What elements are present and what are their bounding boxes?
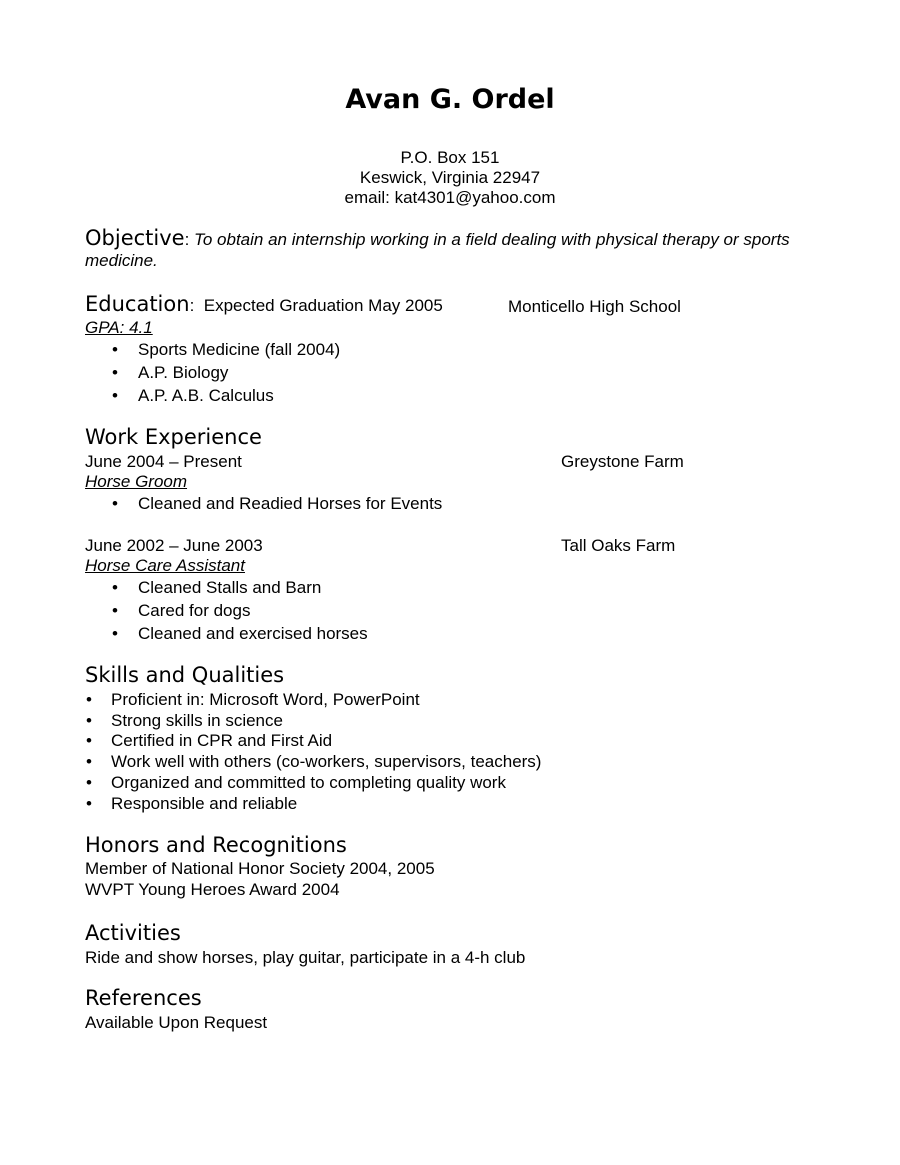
- job-title: Horse Care Assistant: [85, 556, 245, 575]
- job-title: Horse Groom: [85, 472, 188, 491]
- list-item: • Strong skills in science: [86, 711, 283, 730]
- school-name: Monticello High School: [508, 297, 681, 316]
- job-employer: Tall Oaks Farm: [561, 536, 676, 555]
- references-text: Available Upon Request: [85, 1013, 268, 1032]
- resume-name: Avan G. Ordel: [345, 84, 555, 115]
- work-heading: Work Experience: [85, 425, 262, 449]
- references-heading: References: [85, 986, 202, 1010]
- list-item: • Cleaned Stalls and Barn: [112, 578, 322, 597]
- list-item: • A.P. A.B. Calculus: [112, 386, 274, 405]
- list-item: • Cleaned and Readied Horses for Events: [112, 494, 443, 513]
- list-item: • Work well with others (co-workers, supervisors, teachers): [86, 752, 542, 771]
- address-line-1: P.O. Box 151: [400, 148, 500, 167]
- graduation-date: Expected Graduation May 2005: [203, 296, 443, 315]
- address-line-2: Keswick, Virginia 22947: [359, 168, 541, 187]
- activities-heading: Activities: [85, 921, 181, 945]
- honor-item: Member of National Honor Society 2004, 2005: [85, 859, 435, 878]
- list-item: • Proficient in: Microsoft Word, PowerPoint: [86, 690, 420, 709]
- list-item: • Cared for dogs: [112, 601, 251, 620]
- skills-heading: Skills and Qualities: [85, 663, 285, 687]
- objective-section: Objective: To obtain an internship working in a field dealing with physical therapy or sports medicine.: [85, 226, 790, 270]
- gpa: GPA: 4.1: [85, 318, 153, 337]
- activities-text: Ride and show horses, play guitar, participate in a 4-h club: [85, 948, 526, 967]
- list-item: • Responsible and reliable: [86, 794, 298, 813]
- job-dates: June 2004 – Present: [85, 452, 242, 471]
- job-employer: Greystone Farm: [561, 452, 684, 471]
- objective-text: To obtain an internship working in a field dealing with physical therapy or sports medicine.: [85, 230, 790, 270]
- email-line: email: kat4301@yahoo.com: [344, 188, 556, 207]
- objective-heading: Objective: [85, 226, 185, 250]
- job-dates: June 2002 – June 2003: [85, 536, 263, 555]
- education-heading-line: Education: Expected Graduation May 2005: [85, 292, 443, 316]
- list-item: • Sports Medicine (fall 2004): [112, 340, 341, 359]
- education-heading: Education: [85, 292, 190, 316]
- list-item: • Organized and committed to completing quality work: [86, 773, 506, 792]
- honor-item: WVPT Young Heroes Award 2004: [85, 880, 340, 899]
- honors-heading: Honors and Recognitions: [85, 833, 347, 857]
- list-item: • A.P. Biology: [112, 363, 229, 382]
- list-item: • Cleaned and exercised horses: [112, 624, 368, 643]
- list-item: • Certified in CPR and First Aid: [86, 731, 333, 750]
